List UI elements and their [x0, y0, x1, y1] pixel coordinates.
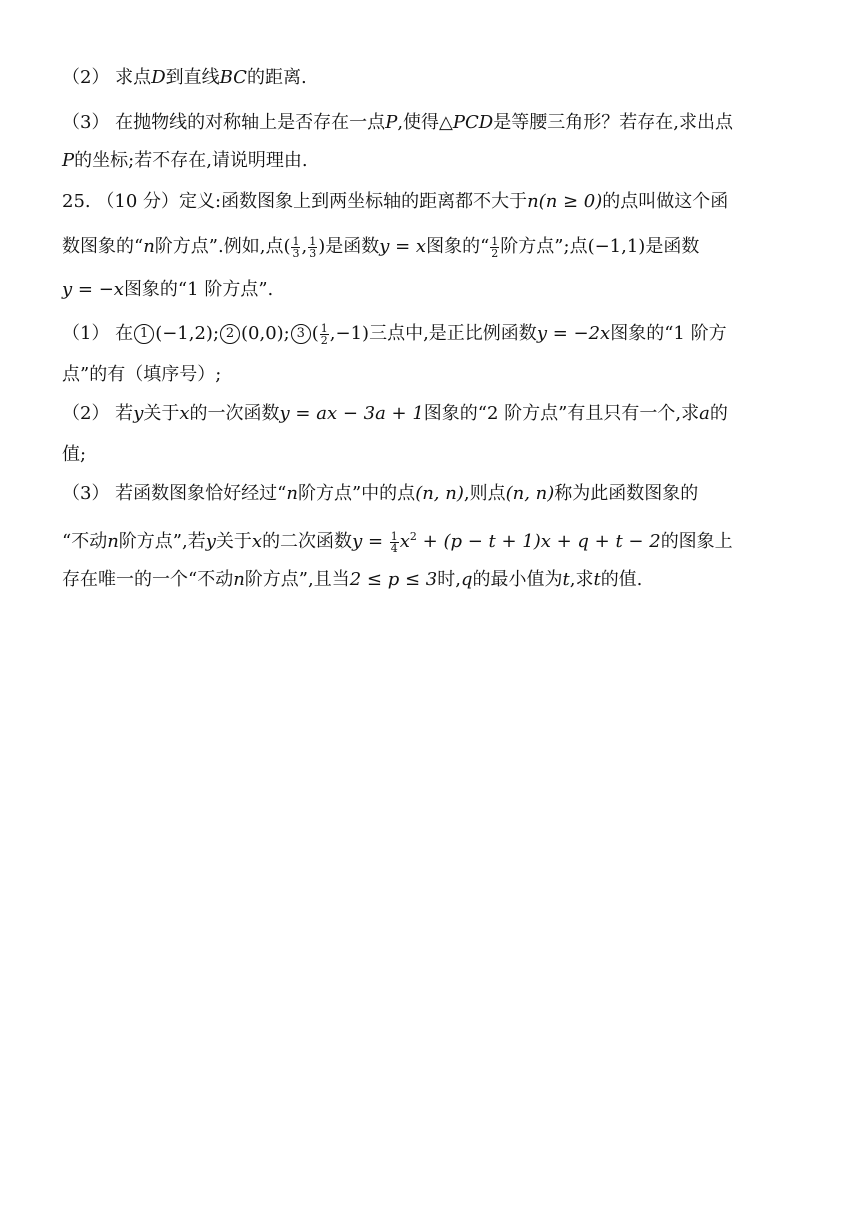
math: (n, n): [505, 483, 555, 504]
math: x: [251, 531, 263, 552]
math: n: [143, 236, 155, 257]
circled-number: 2: [220, 324, 240, 344]
text: 称为此函数图象的: [554, 483, 699, 504]
text: 定义:函数图象上到两坐标轴的距离都不大于: [179, 191, 528, 212]
text: 若: [109, 403, 134, 424]
text: 的坐标;若不存在,请说明理由.: [74, 150, 308, 171]
line-q25-stem-3: [62, 278, 273, 302]
math: y: [205, 531, 216, 552]
line-q25-stem: [62, 190, 728, 214]
line-q25-3-cont-2: [62, 568, 642, 592]
text: 图象的“2 阶方点”有且只有一个,求: [423, 403, 700, 424]
text: 的图象上: [660, 531, 733, 552]
fraction: $\frac{1}{3}$: [292, 234, 300, 260]
text: 的一次函数: [189, 403, 280, 424]
text: 的距离.: [246, 67, 307, 88]
line-q25-stem-2: 数图象的“n阶方点”.例如,点( $\frac{1}{3}$ , $\frac{1}{3}$ )是函数y = x图象的“ $\frac{1}{2}$ 阶方点”;点(−1,1)是函数: [62, 234, 700, 260]
text: 阶方点”.例如,点(: [154, 236, 291, 257]
circled-number: 3: [291, 324, 311, 344]
math: t: [593, 569, 601, 590]
math: n(n ≥ 0): [527, 191, 603, 212]
sub-label: （1）: [62, 323, 110, 344]
sub-label: （2）: [62, 403, 110, 424]
fraction: $\frac{1}{2}$: [491, 234, 499, 260]
math: x: [179, 403, 190, 424]
text: 的最小值为: [472, 569, 563, 590]
text: 若函数图象恰好经过“: [109, 483, 287, 504]
line-q24-3-cont: [62, 149, 308, 173]
text: 的二次函数: [262, 531, 353, 552]
text: 在抛物线的对称轴上是否存在一点: [109, 112, 386, 133]
math: t: [562, 569, 570, 590]
sub-label: （3）: [62, 483, 110, 504]
text: ,则点: [463, 483, 506, 504]
math: + (p − t + 1)x + q + t − 2: [416, 531, 661, 552]
circled-number: 1: [134, 324, 154, 344]
math: P: [385, 112, 398, 133]
math: P: [62, 150, 75, 171]
score: （10 分）: [96, 191, 180, 212]
text: 存在唯一的一个“不动: [62, 569, 234, 590]
text: 阶方点”,且当: [244, 569, 350, 590]
text: 求点: [109, 67, 152, 88]
line-q25-3: [62, 482, 698, 506]
text: 点”的有（填序号）;: [62, 364, 222, 385]
math: a: [699, 403, 710, 424]
line-q25-2: [62, 402, 728, 426]
math: n: [286, 483, 298, 504]
text: 数图象的“: [62, 236, 144, 257]
line-q25-1-cont: [62, 363, 221, 387]
math: y = −2x: [536, 323, 611, 344]
text: 的点叫做这个函: [602, 191, 729, 212]
math: q: [460, 569, 473, 590]
text: 到直线: [165, 67, 220, 88]
math: BC: [219, 67, 247, 88]
text: 关于: [215, 531, 252, 552]
sub-label: （2）: [62, 67, 110, 88]
math: y = ax − 3a + 1: [279, 403, 424, 424]
text: 关于: [143, 403, 180, 424]
math: y = −x: [62, 279, 124, 300]
text: 图象的“: [426, 236, 490, 257]
text: 的值.: [600, 569, 643, 590]
text: 时,: [437, 569, 461, 590]
math: y = x: [379, 236, 427, 257]
text: 图象的“1 阶方: [610, 323, 727, 344]
text: “不动: [62, 531, 108, 552]
fraction: $\frac{1}{3}$: [309, 234, 317, 260]
text: 阶方点”中的点: [297, 483, 416, 504]
question-number: 25.: [62, 191, 91, 212]
line-q25-1: （1） 在 1 (−1,2); 2 (0,0); 3 ( $\frac{1}{2}$ ,−1)三点中,是正比例函数y = −2x图象的“1 阶方: [62, 321, 727, 347]
text: ,求: [569, 569, 594, 590]
math: PCD: [452, 112, 494, 133]
math: D: [151, 67, 166, 88]
math: n: [107, 531, 119, 552]
math: y: [133, 403, 144, 424]
text: ,使得△: [397, 112, 453, 133]
math: n: [233, 569, 245, 590]
math: (n, n): [415, 483, 464, 504]
text: 是等腰三角形？若存在,求出点: [493, 112, 733, 133]
line-q25-2-cont: [62, 443, 86, 467]
text: 的: [709, 403, 728, 424]
line-q24-3: [62, 111, 733, 135]
text: )是函数: [318, 236, 380, 257]
math: y =: [352, 531, 389, 552]
text: 图象的“1 阶方点”.: [123, 279, 274, 300]
text: 阶方点”;点(−1,1)是函数: [500, 236, 700, 257]
math: 2 ≤ p ≤ 3: [349, 569, 438, 590]
line-q24-2: [62, 66, 307, 90]
fraction: $\frac{1}{4}$: [390, 529, 398, 555]
text: 在: [109, 323, 134, 344]
text: 值;: [62, 444, 87, 465]
text: 三点中,是正比例函数: [369, 323, 537, 344]
fraction: $\frac{1}{2}$: [320, 321, 328, 347]
sub-label: （3）: [62, 112, 110, 133]
line-q25-3-cont: “不动n阶方点”,若y关于x的二次函数y = $\frac{1}{4}$ $x^2 + (p - t + 1)x + q + t - 2$的图象上: [62, 529, 733, 555]
text: 阶方点”,若: [118, 531, 206, 552]
